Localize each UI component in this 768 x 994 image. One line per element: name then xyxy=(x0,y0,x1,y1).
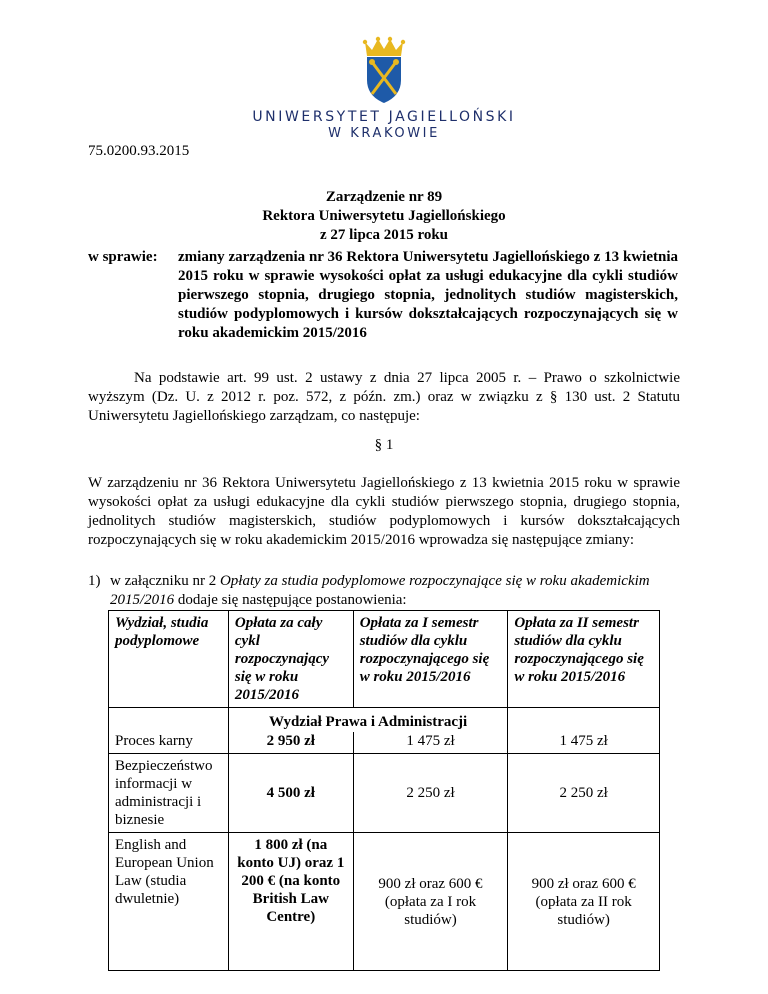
title-line-2: Rektora Uniwersytetu Jagiellońskiego xyxy=(262,208,506,224)
amendment-paragraph: W zarządzeniu nr 36 Rektora Uniwersytetu Jagiellońskiego z 13 kwietnia 2015 roku w sprawie wysokości opłat za usługi edukacyjne dla cykli studiów pierwszego stopnia, drugiego stopnia, jednolitych studiów magisterskich, studiów podyplomowych i kursów dokształcających rozpoczynających się w roku akademickim 2015/2016 wprowadza się następujące zmiany: xyxy=(88,475,680,548)
list-item-number: 1) xyxy=(88,573,101,589)
table-cell-name: Proces karny xyxy=(109,708,229,754)
fees-table xyxy=(108,610,660,971)
university-logo xyxy=(0,36,768,142)
table-cell-sem1: 900 zł oraz 600 € (opłata za I rok studiów) xyxy=(353,833,508,971)
university-crest-icon xyxy=(345,36,423,104)
header-cell: Opłata za I semestr studiów dla cyklu rozpoczynającego się w roku 2015/2016 xyxy=(353,611,508,708)
header-cell: Opłata za II semestr studiów dla cyklu rozpoczynającego się w roku 2015/2016 xyxy=(508,611,660,708)
table-cell-sem2: 2 250 zł xyxy=(508,754,660,833)
subject-text: zmiany zarządzenia nr 36 Rektora Uniwersytetu Jagiellońskiego z 13 kwietnia 2015 roku w sprawie wysokości opłat za usługi edukacyjne dla cykli studiów pierwszego stopnia, drugiego stopnia, jednolitych studiów magisterskich, studiów podyplomowych i kursów dokształcających rozpoczynających się w roku akademickim 2015/2016 xyxy=(178,249,678,341)
university-city: W KRAKOWIE xyxy=(328,126,440,141)
table-cell-sem2: 1 475 zł xyxy=(508,732,660,754)
header-cell: Opłata za cały cykl rozpoczynający się w roku 2015/2016 xyxy=(228,611,353,708)
table-cell-sem2: 900 zł oraz 600 € (opłata za II rok studiów) xyxy=(508,833,660,971)
table-header-row xyxy=(109,611,660,708)
table-cell-sem1: 1 475 zł xyxy=(353,732,508,754)
table-row xyxy=(109,708,660,732)
item-italic-title: Opłaty za studia podyplomowe rozpoczynające się w roku akademickim 2015/2016 xyxy=(110,573,650,608)
table-cell-sem1: 2 250 zł xyxy=(353,754,508,833)
subject-block xyxy=(88,248,678,343)
table-cell-total: 1 800 zł (na konto UJ) oraz 1 200 € (na konto British Law Centre) xyxy=(228,833,353,971)
header-cell: Wydział, studia podyplomowe xyxy=(109,611,229,708)
table-cell-total: 4 500 zł xyxy=(228,754,353,833)
item-suffix: dodaje się następujące postanowienia: xyxy=(177,592,407,608)
document-number: 75.0200.93.2015 xyxy=(88,143,190,159)
table-cell-total: 2 950 zł xyxy=(228,732,353,754)
item-prefix: w załączniku nr 2 xyxy=(110,573,217,589)
title-line-1: Zarządzenie nr 89 xyxy=(325,189,443,205)
table-row xyxy=(109,754,660,833)
section-mark: § 1 xyxy=(374,437,394,453)
table-row xyxy=(109,833,660,971)
table-cell-name: English and European Union Law (studia dwuletnie) xyxy=(109,833,229,971)
university-name: UNIWERSYTET JAGIELLOŃSKI xyxy=(252,109,516,125)
subject-label: w sprawie: xyxy=(88,249,158,265)
document-title xyxy=(88,188,680,245)
list-item-1 xyxy=(88,572,680,610)
title-line-3: z 27 lipca 2015 roku xyxy=(319,227,449,243)
intro-paragraph: Na podstawie art. 99 ust. 2 ustawy z dnia 27 lipca 2005 r. – Prawo o szkolnictwie wyższym (Dz. U. z 2012 r. poz. 572, z późn. zm.) oraz w związku z § 130 ust. 2 Statutu Uniwersytetu Jagiellońskiego zarządzam, co następuje: xyxy=(88,370,680,424)
table-cell-name: Bezpieczeństwo informacji w administracji i biznesie xyxy=(109,754,229,833)
department-heading: Wydział Prawa i Administracji xyxy=(228,708,507,732)
